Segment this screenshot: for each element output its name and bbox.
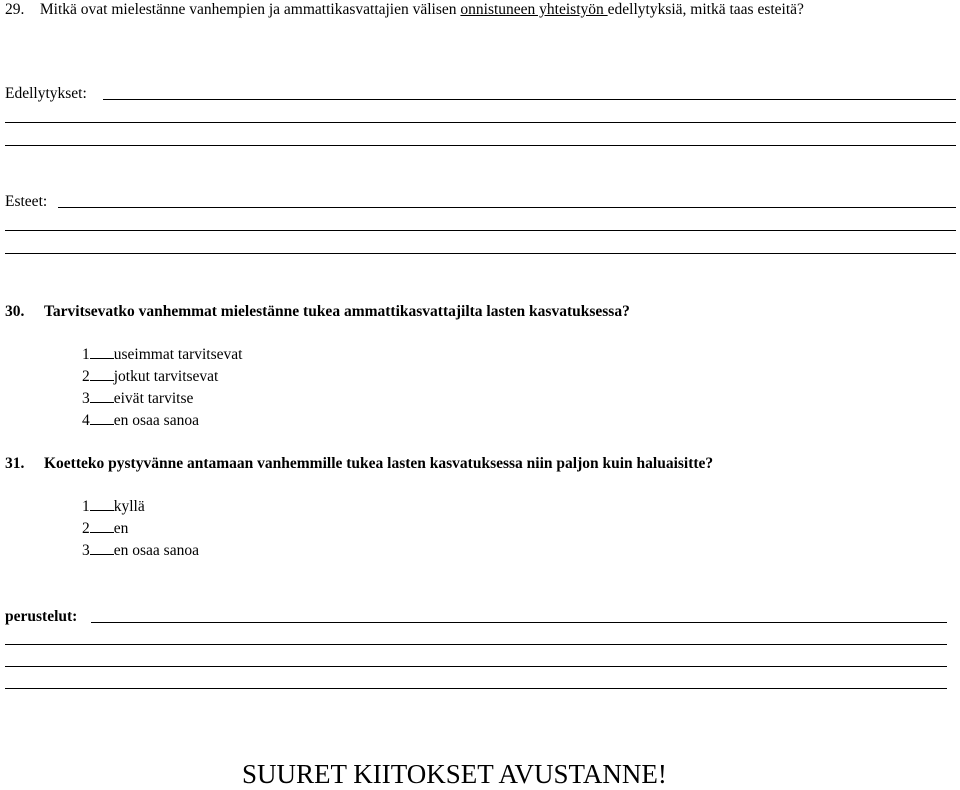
answer-blank[interactable]	[90, 344, 114, 359]
prerequisites-label: Edellytykset:	[5, 85, 87, 102]
option-number: 2	[82, 520, 90, 537]
obstacles-answer-line-3[interactable]	[5, 253, 956, 254]
question-30-option[interactable]	[82, 410, 242, 432]
option-label: eivät tarvitse	[113, 390, 194, 407]
option-number: 1	[82, 498, 90, 515]
option-label: kyllä	[113, 498, 145, 515]
question-31-number: 31.	[5, 455, 25, 472]
question-30-number: 30.	[5, 303, 25, 320]
question-31-options	[82, 496, 199, 562]
question-31-option[interactable]	[82, 540, 199, 562]
prerequisites-answer-line-1[interactable]	[103, 99, 956, 100]
prerequisites-answer-line-2[interactable]	[5, 122, 956, 123]
option-label: en	[113, 520, 129, 537]
option-number: 3	[82, 542, 90, 559]
answer-blank[interactable]	[90, 518, 114, 533]
obstacles-label: Esteet:	[5, 193, 48, 210]
option-number: 3	[82, 390, 90, 407]
reasons-answer-line-3[interactable]	[5, 666, 947, 667]
reasons-answer-line-2[interactable]	[5, 644, 947, 645]
reasons-answer-line-1[interactable]	[91, 622, 947, 623]
option-number: 1	[82, 346, 90, 363]
obstacles-answer-line-2[interactable]	[5, 230, 956, 231]
answer-blank[interactable]	[90, 366, 114, 381]
question-31-option[interactable]	[82, 496, 199, 518]
answer-blank[interactable]	[90, 410, 114, 425]
question-31-option[interactable]	[82, 518, 199, 540]
option-number: 2	[82, 368, 90, 385]
answer-blank[interactable]	[90, 496, 114, 511]
option-label: jotkut tarvitsevat	[113, 368, 219, 385]
prerequisites-answer-line-3[interactable]	[5, 145, 956, 146]
question-31-text: Koetteko pystyvänne antamaan vanhemmille tukea lasten kasvatuksessa niin paljon kuin haluaisitte?	[44, 455, 714, 472]
question-30-option[interactable]	[82, 388, 242, 410]
question-30-text: Tarvitsevatko vanhemmat mielestänne tukea ammattikasvattajilta lasten kasvatuksessa?	[44, 303, 630, 320]
question-29-text-part1: Mitkä ovat mielestänne vanhempien ja ammattikasvattajien välisen	[39, 1, 461, 18]
question-29-text-part2: edellytyksiä, mitkä taas esteitä?	[607, 1, 804, 18]
answer-blank[interactable]	[90, 388, 114, 403]
question-30-option[interactable]	[82, 344, 242, 366]
option-label: en osaa sanoa	[113, 412, 199, 429]
answer-blank[interactable]	[90, 540, 114, 555]
reasons-label: perustelut:	[5, 608, 78, 625]
option-number: 4	[82, 412, 90, 429]
question-30-options	[82, 344, 242, 432]
option-label: en osaa sanoa	[113, 542, 199, 559]
reasons-answer-line-4[interactable]	[5, 688, 947, 689]
obstacles-answer-line-1[interactable]	[58, 207, 956, 208]
question-29-text-underlined: onnistuneen yhteistyön	[460, 1, 608, 18]
option-label: useimmat tarvitsevat	[113, 346, 243, 363]
question-29-text	[5, 0, 955, 20]
question-29-number: 29.	[5, 1, 25, 18]
closing-thanks: SUURET KIITOKSET AVUSTANNE!	[242, 759, 667, 789]
question-30-option[interactable]	[82, 366, 242, 388]
